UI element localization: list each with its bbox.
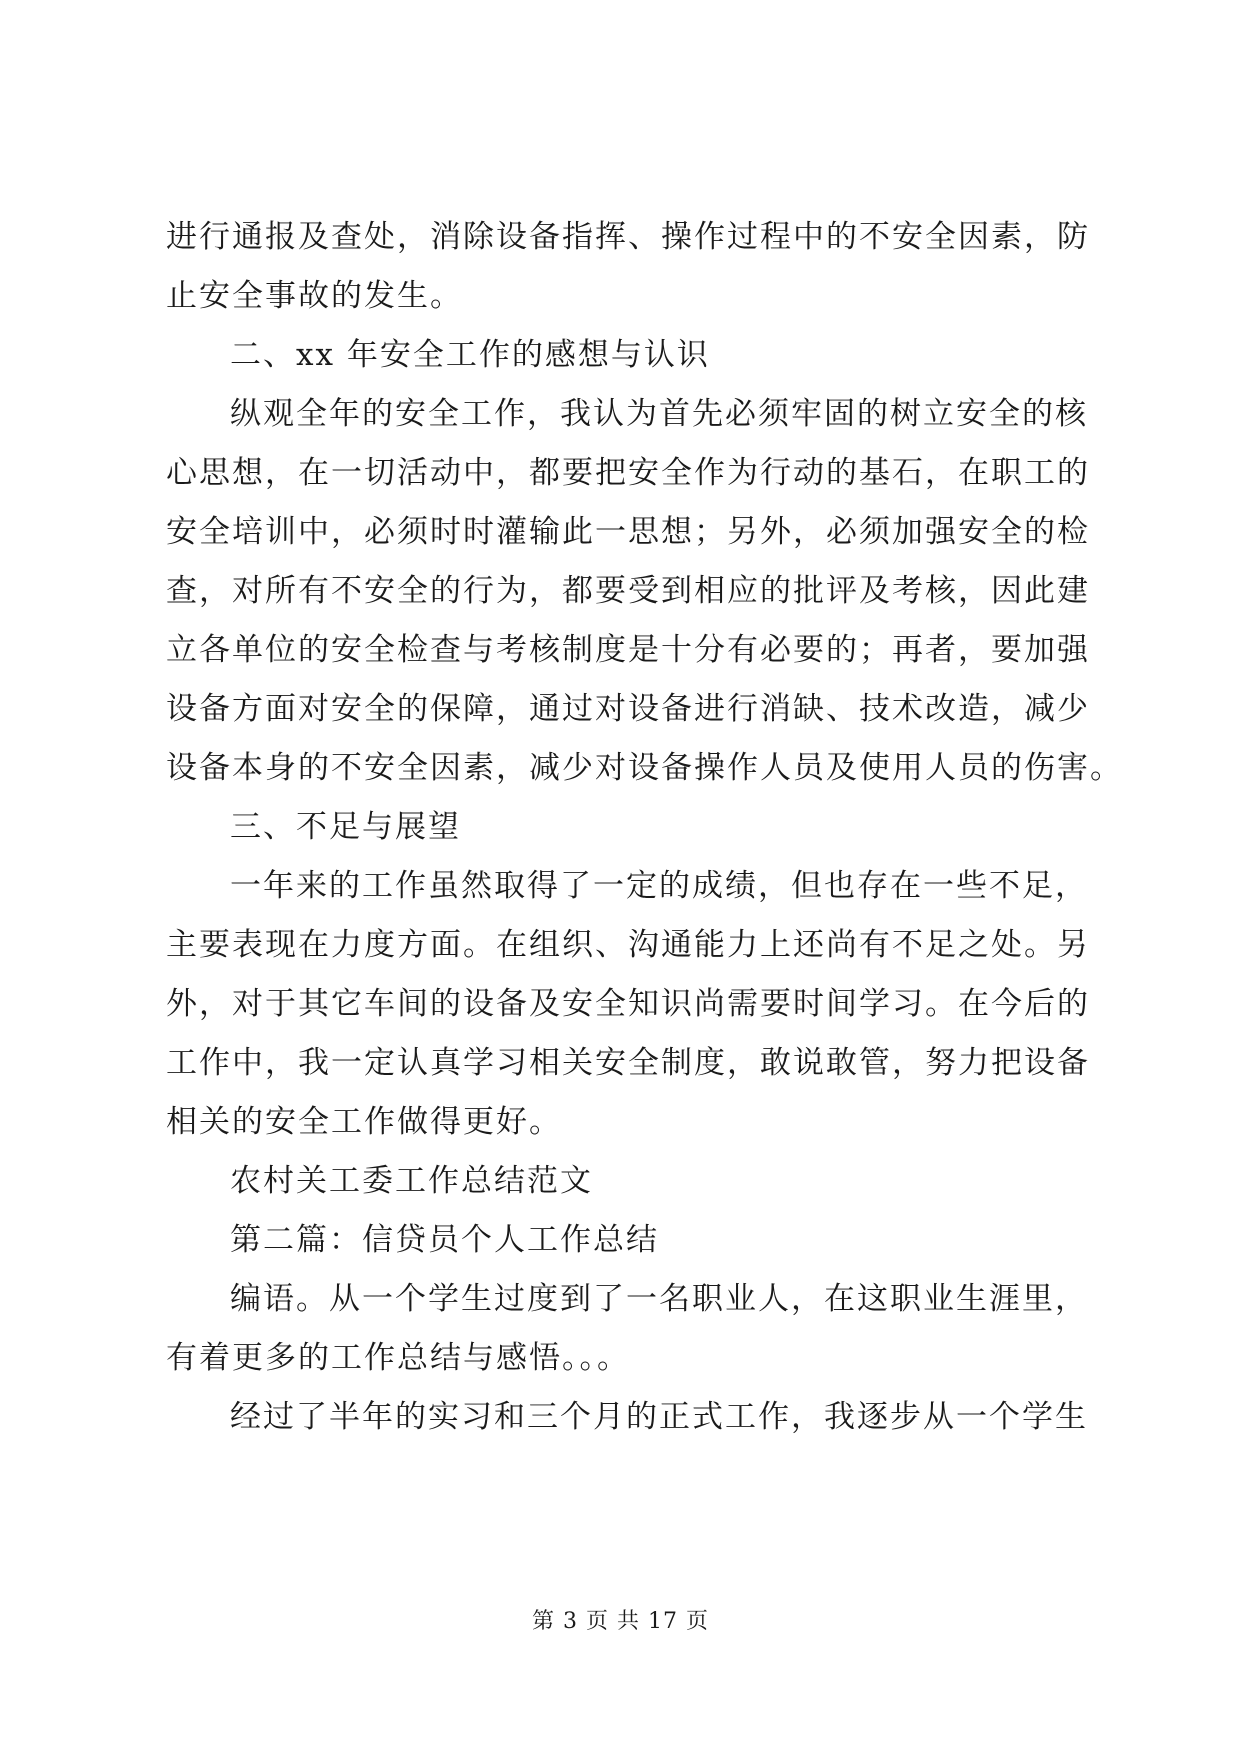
body-line: 止安全事故的发生。 (166, 278, 463, 314)
body-line: 立各单位的安全检查与考核制度是十分有必要的；再者，要加强 (166, 632, 1090, 668)
paragraph-first-line: 经过了半年的实习和三个月的正式工作，我逐步从一个学生 (230, 1399, 1088, 1435)
body-line: 心思想，在一切活动中，都要把安全作为行动的基石，在职工的 (166, 455, 1090, 491)
article-title: 农村关工委工作总结范文 (230, 1163, 593, 1199)
body-line: 外，对于其它车间的设备及安全知识尚需要时间学习。在今后的 (166, 986, 1090, 1022)
page-number: 第 3 页 共 17 页 (532, 1609, 709, 1634)
body-line: 进行通报及查处，消除设备指挥、操作过程中的不安全因素，防 (166, 219, 1090, 255)
body-line: 查，对所有不安全的行为，都要受到相应的批评及考核，因此建 (166, 573, 1090, 609)
paragraph-first-line: 编语。从一个学生过度到了一名职业人，在这职业生涯里， (230, 1281, 1088, 1317)
section-heading: 二、xx 年安全工作的感想与认识 (230, 337, 710, 373)
paragraph-first-line: 纵观全年的安全工作，我认为首先必须牢固的树立安全的核 (230, 396, 1088, 432)
body-line: 主要表现在力度方面。在组织、沟通能力上还尚有不足之处。另 (166, 927, 1090, 963)
body-line: 设备方面对安全的保障，通过对设备进行消缺、技术改造，减少 (166, 691, 1090, 727)
body-line: 设备本身的不安全因素，减少对设备操作人员及使用人员的伤害。 (166, 750, 1123, 786)
body-line: 工作中，我一定认真学习相关安全制度，敢说敢管，努力把设备 (166, 1045, 1090, 1081)
body-line: 有着更多的工作总结与感悟。。。 (166, 1340, 630, 1376)
section-heading: 三、不足与展望 (230, 809, 461, 845)
chapter-title: 第二篇：信贷员个人工作总结 (230, 1222, 659, 1258)
body-line: 安全培训中，必须时时灌输此一思想；另外，必须加强安全的检 (166, 514, 1090, 550)
body-line: 相关的安全工作做得更好。 (166, 1104, 562, 1140)
paragraph-first-line: 一年来的工作虽然取得了一定的成绩，但也存在一些不足， (230, 868, 1088, 904)
